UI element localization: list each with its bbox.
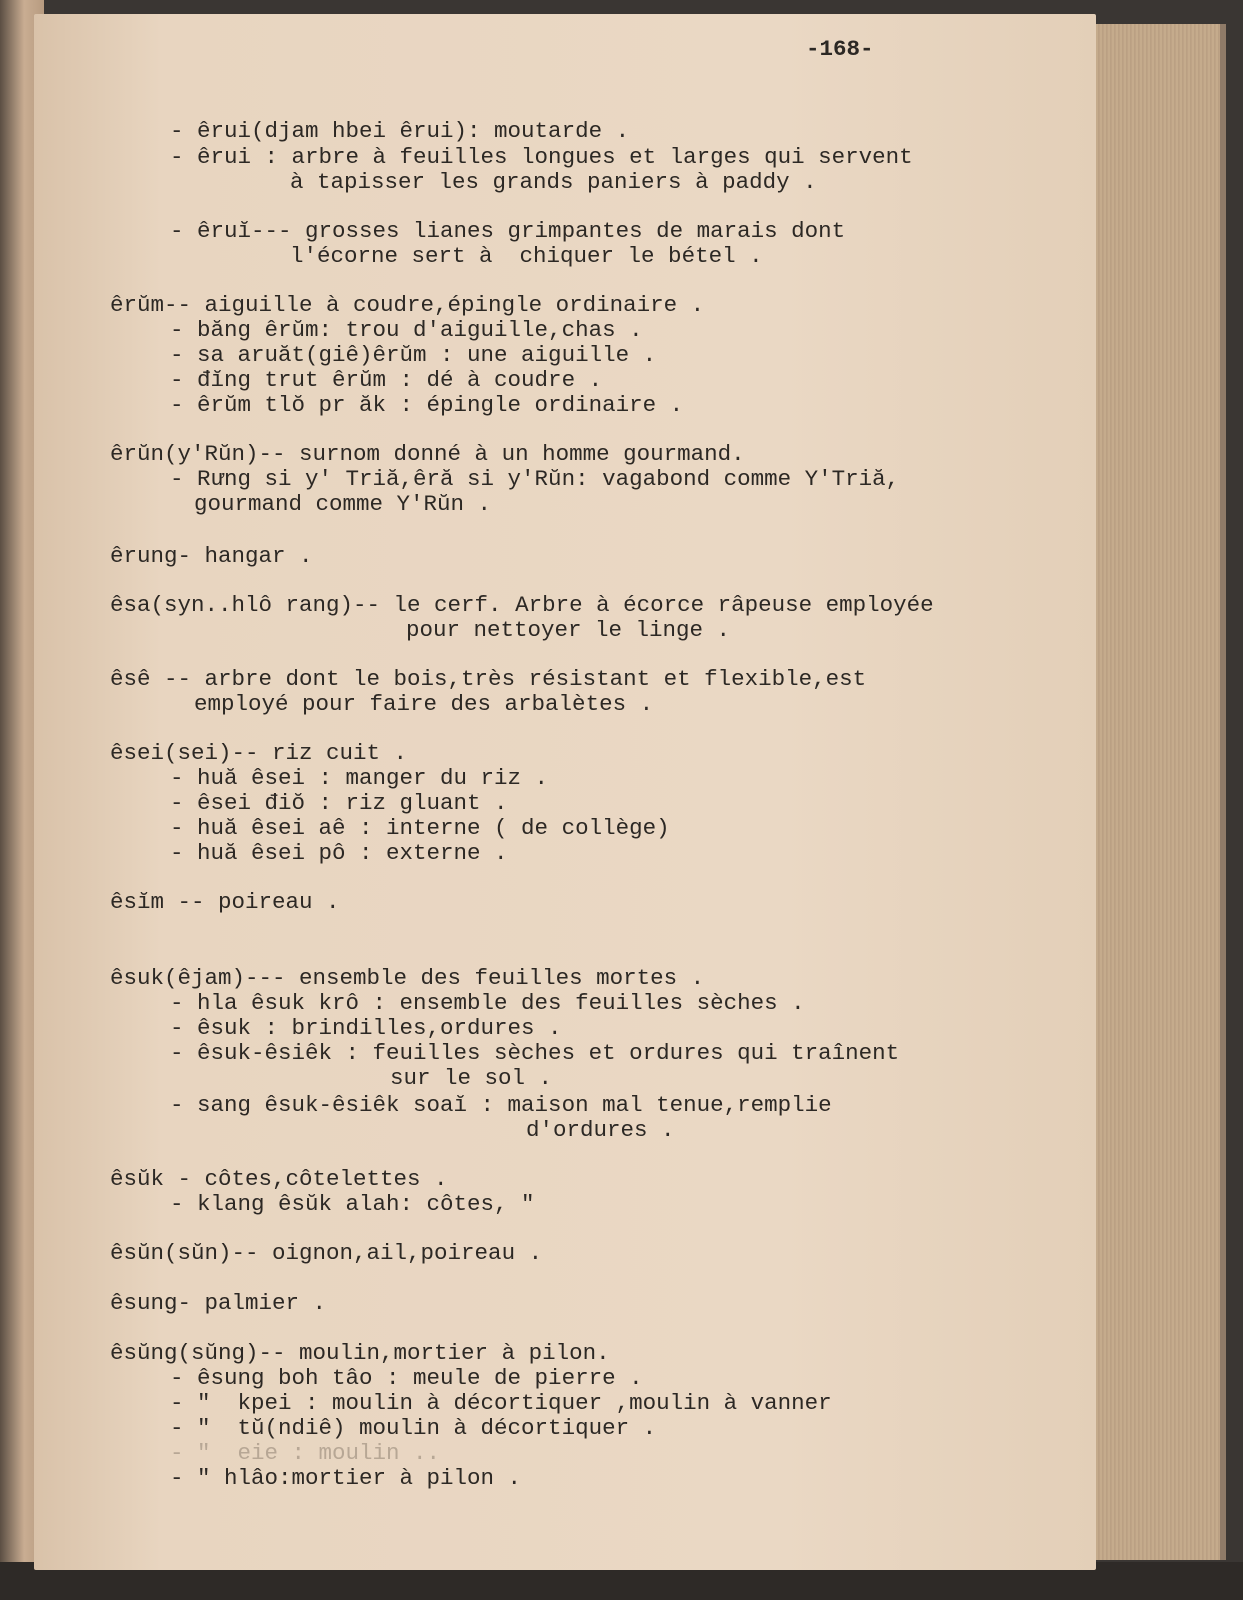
dictionary-line: - huă êsei aê : interne ( de collège) <box>170 815 670 841</box>
dictionary-line: - sa aruăt(giê)êrŭm : une aiguille . <box>170 342 657 368</box>
dictionary-line: sur le sol . <box>390 1065 553 1091</box>
dictionary-line: - êsung boh tâo : meule de pierre . <box>170 1365 643 1391</box>
dictionary-line: - êrŭm tlŏ pr ăk : épingle ordinaire . <box>170 392 684 418</box>
dictionary-line: - " hlâo:mortier à pilon . <box>170 1465 522 1491</box>
dictionary-entry: êsung- palmier . <box>110 1290 327 1316</box>
dictionary-entry: êsŭk - côtes,côtelettes . <box>110 1166 448 1192</box>
dictionary-line: - êsuk : brindilles,ordures . <box>170 1015 562 1041</box>
dictionary-line: - " tŭ(ndiê) moulin à décortiquer . <box>170 1415 657 1441</box>
dictionary-line: - hla êsuk krô : ensemble des feuilles sèches . <box>170 990 805 1016</box>
dictionary-entry: êrŭn(y'Rŭn)-- surnom donné à un homme gourmand. <box>110 441 745 467</box>
dictionary-line: - huă êsei pô : externe . <box>170 840 508 866</box>
dictionary-line: - " kpei : moulin à décortiquer ,moulin à vanner <box>170 1390 832 1416</box>
dictionary-entry: êsa(syn..hlô rang)-- le cerf. Arbre à écorce râpeuse employée <box>110 592 934 618</box>
dictionary-line: pour nettoyer le linge . <box>406 617 731 643</box>
dictionary-entry: êrung- hangar . <box>110 543 313 569</box>
dictionary-line: - sang êsuk-êsiêk soaĭ : maison mal tenue,remplie <box>170 1092 832 1118</box>
dictionary-line: l'écorne sert à chiquer le bétel . <box>290 243 763 269</box>
dictionary-line: - huă êsei : manger du riz . <box>170 765 549 791</box>
dictionary-line: - êsuk-êsiêk : feuilles sèches et ordures qui traînent <box>170 1040 900 1066</box>
dictionary-line: - êsei điŏ : riz gluant . <box>170 790 508 816</box>
dictionary-line-faded: - " eie : moulin .. <box>170 1440 441 1466</box>
dictionary-line: - Rưng si y' Triă,êră si y'Rŭn: vagabond comme Y'Triă, <box>170 466 900 492</box>
dictionary-line: - êruĭ--- grosses lianes grimpantes de marais dont <box>170 218 846 244</box>
dictionary-line: - băng êrŭm: trou d'aiguille,chas . <box>170 317 643 343</box>
dictionary-line: gourmand comme Y'Rŭn . <box>194 491 492 517</box>
dictionary-entry: êsê -- arbre dont le bois,très résistant et flexible,est <box>110 666 867 692</box>
dictionary-entry: êsei(sei)-- riz cuit . <box>110 740 408 766</box>
dictionary-line: - êrui : arbre à feuilles longues et larges qui servent <box>170 144 913 170</box>
dictionary-entry: êrŭm-- aiguille à coudre,épingle ordinaire . <box>110 292 705 318</box>
book-page-stack <box>1092 24 1226 1560</box>
dictionary-line: employé pour faire des arbalètes . <box>194 691 654 717</box>
book-page <box>34 14 1096 1570</box>
dictionary-line: d'ordures . <box>526 1117 675 1143</box>
dictionary-line: - klang êsŭk alah: côtes, " <box>170 1191 535 1217</box>
dictionary-entry: êsĭm -- poireau . <box>110 889 340 915</box>
dictionary-line: - đĭng trut êrŭm : dé à coudre . <box>170 367 603 393</box>
dictionary-entry: êsuk(êjam)--- ensemble des feuilles mortes . <box>110 965 705 991</box>
dictionary-line: - êrui(djam hbei êrui): moutarde . <box>170 118 630 144</box>
dictionary-entry: êsŭng(sŭng)-- moulin,mortier à pilon. <box>110 1340 610 1366</box>
dictionary-line: à tapisser les grands paniers à paddy . <box>290 169 817 195</box>
page-number: -168- <box>806 36 874 62</box>
dictionary-entry: êsŭn(sŭn)-- oignon,ail,poireau . <box>110 1240 543 1266</box>
